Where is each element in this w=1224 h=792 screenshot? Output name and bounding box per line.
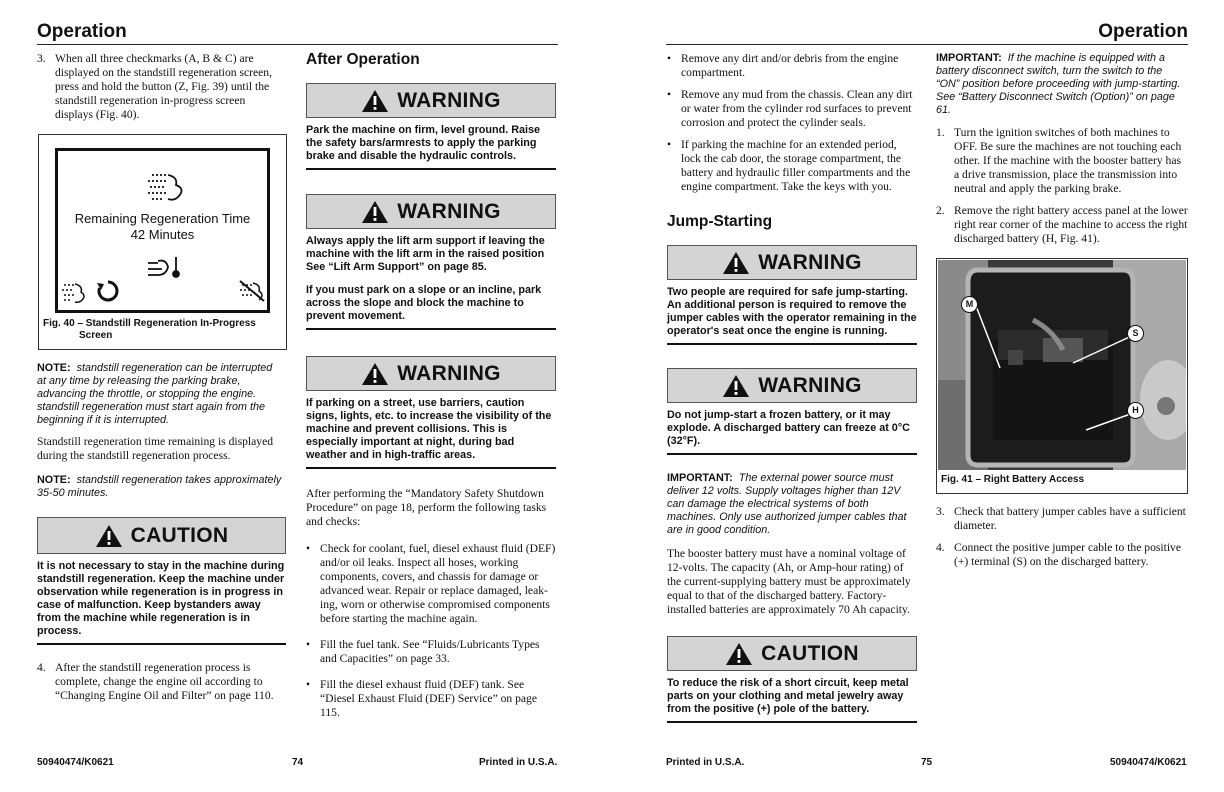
step-text: Turn the ignition switches of both machines to OFF. Be sure the machines are not touching each other. If the machine with the booster battery has a drive transmission, place the transmission into neutral and apply the parking brake. bbox=[954, 126, 1182, 195]
warning-banner bbox=[306, 83, 556, 118]
list-item: • Remove any dirt and/or debris from the engine compartment. bbox=[667, 52, 899, 79]
battery-access-photo bbox=[938, 260, 1186, 470]
list-item: • Check for coolant, fuel, diesel exhaust fluid (DEF) and/or oil leaks. Inspect all hoses, working components, covers, and chassis for damage or advanced wear. Repair or replace damaged, leak-ing, worn or otherwise compromised components before starting the machine again. bbox=[306, 542, 556, 625]
warning-text bbox=[667, 409, 917, 455]
left-header-rule bbox=[37, 44, 558, 45]
step-4 bbox=[936, 541, 1188, 569]
list-item: • If parking the machine for an extended period, lock the cab door, the storage compartment, the battery and hydraulic filler compartments and the engine compartment. Take the keys with you. bbox=[667, 138, 911, 193]
important-text: The external power source must deliver 12 volts. Supply voltages higher than 12V can damage the electrical systems of both machines. Only use authorized jumper cables that are in good condition. bbox=[667, 472, 907, 536]
jump-warning-block-2 bbox=[667, 368, 917, 455]
list-item-text: Check for coolant, fuel, diesel exhaust fluid (DEF) and/or oil leaks. Inspect all hoses, working components, covers, and chassis for damage or advanced wear. Repair or replace damaged, leak-ing, worn or otherwise compromised components before starting the machine again. bbox=[320, 542, 556, 625]
right-page-header: Operation bbox=[1098, 21, 1188, 42]
step-2 bbox=[936, 204, 1188, 246]
screen-line-2: 42 Minutes bbox=[130, 227, 195, 242]
left-column-1-lower bbox=[37, 362, 284, 500]
warning-triangle-icon bbox=[722, 374, 750, 398]
regeneration-icon bbox=[138, 171, 186, 203]
right-column-2-lower bbox=[936, 505, 1188, 577]
battery-photo-illustration bbox=[938, 260, 1186, 470]
exhaust-temperature-icon bbox=[146, 255, 186, 279]
list-item: • Fill the fuel tank. See “Fluids/Lubricants Types and Capacities” on page 33. bbox=[306, 638, 540, 665]
right-header-rule bbox=[666, 44, 1188, 45]
heading-jump-starting: Jump-Starting bbox=[667, 213, 773, 230]
list-item: • Fill the diesel exhaust fluid (DEF) tank. See “Diesel Exhaust Fluid (DEF) Service” on page 115. bbox=[306, 678, 538, 719]
caution-paragraph: It is not necessary to stay in the machine during standstill regeneration. Keep the machine under observation while regeneration is in progress in case of malfunction. Keep bystanders away from the machine while regeneration is in process. bbox=[37, 560, 285, 637]
list-item-text: Fill the diesel exhaust fluid (DEF) tank. See “Diesel Exhaust Fluid (DEF) Service” on page 115. bbox=[320, 678, 538, 719]
note-text: standstill regeneration takes approximately 35-50 minutes. bbox=[37, 474, 282, 499]
step-4 bbox=[37, 661, 284, 703]
step-3 bbox=[37, 52, 281, 122]
warning-triangle-icon bbox=[361, 200, 389, 224]
screen-line-1: Remaining Regeneration Time bbox=[74, 211, 251, 226]
important-battery-disconnect bbox=[936, 52, 1188, 117]
warning-triangle-icon bbox=[725, 642, 753, 666]
right-footer-doc-number: 50940474/K0621 bbox=[1110, 757, 1187, 768]
left-footer-printed: Printed in U.S.A. bbox=[479, 757, 558, 768]
note-label: NOTE: bbox=[37, 362, 71, 374]
caution-banner bbox=[37, 517, 286, 554]
warning-banner bbox=[306, 356, 556, 391]
figure-41-frame bbox=[936, 258, 1188, 494]
warning-banner bbox=[667, 368, 917, 403]
warning-title: WARNING bbox=[758, 373, 862, 397]
warning-text bbox=[667, 286, 917, 345]
list-item-text: Fill the fuel tank. See “Fluids/Lubricants Types and Capacities” on page 33. bbox=[320, 638, 540, 665]
caution-banner bbox=[667, 636, 917, 671]
caution-title: CAUTION bbox=[761, 641, 859, 665]
list-item-text: Remove any mud from the chassis. Clean any dirt or water from the cylinder rod surfaces to prevent corrosion and protect the cylinder seals. bbox=[681, 88, 913, 129]
warning-triangle-icon bbox=[361, 362, 389, 386]
caution-title: CAUTION bbox=[130, 523, 229, 547]
warning-text bbox=[306, 397, 556, 469]
warning-block-1 bbox=[306, 83, 556, 170]
warning-paragraph: Two people are required for safe jump-starting. An additional person is required to remove the jumper cables with the operator remaining in the operator's seat once the engine is running. bbox=[667, 286, 917, 337]
caution-text bbox=[37, 560, 286, 645]
list-item-text: Remove any dirt and/or debris from the engine compartment. bbox=[681, 52, 899, 79]
caution-paragraph: To reduce the risk of a short circuit, keep metal parts on your clothing and metal jewelry away from the positive (+) pole of the battery. bbox=[667, 677, 909, 715]
warning-title: WARNING bbox=[397, 88, 501, 112]
step-text: Remove the right battery access panel at the lower right rear corner of the machine to access the right discharged battery (H, Fig. 41). bbox=[954, 204, 1188, 245]
warning-title: WARNING bbox=[758, 250, 862, 274]
warning-triangle-icon bbox=[722, 251, 750, 275]
note-label: NOTE: bbox=[37, 474, 71, 486]
step-number: 4. bbox=[936, 541, 945, 554]
important-label: IMPORTANT: bbox=[667, 472, 733, 484]
after-operation-body bbox=[306, 487, 556, 728]
right-column-1 bbox=[667, 52, 917, 202]
jump-caution-block bbox=[667, 636, 917, 723]
step-number: 3. bbox=[37, 52, 46, 65]
jump-warning-block-1 bbox=[667, 245, 917, 345]
step-3 bbox=[936, 505, 1188, 533]
important-label: IMPORTANT: bbox=[936, 52, 1002, 64]
heading-after-operation: After Operation bbox=[306, 51, 420, 68]
caution-block-left bbox=[37, 517, 286, 645]
warning-triangle-icon bbox=[361, 89, 389, 113]
step-number: 3. bbox=[936, 505, 945, 518]
right-column-2 bbox=[936, 52, 1188, 254]
regeneration-screen bbox=[55, 148, 270, 313]
left-footer-page-number: 74 bbox=[292, 757, 304, 768]
warning-text bbox=[306, 124, 556, 170]
caption-line-1: Fig. 40 – Standstill Regeneration In-Progress bbox=[43, 318, 256, 329]
regeneration-inhibit-icon bbox=[238, 279, 266, 303]
important-external-power bbox=[667, 472, 917, 537]
warning-triangle-icon bbox=[95, 524, 123, 548]
warning-paragraph-1: Always apply the lift arm support if leaving the machine with the lift arm in the raised position See “Lift Arm Support” on page 85. bbox=[306, 235, 545, 273]
warning-block-2 bbox=[306, 194, 556, 330]
figure-40-caption bbox=[43, 318, 283, 342]
warning-banner bbox=[306, 194, 556, 229]
step-number: 4. bbox=[37, 661, 46, 674]
left-column-1 bbox=[37, 52, 281, 130]
left-footer-doc-number: 50940474/K0621 bbox=[37, 757, 114, 768]
step-number: 1. bbox=[936, 126, 945, 139]
warning-paragraph-2: If you must park on a slope or an incline, park across the slope and block the machine to prevent movement. bbox=[306, 284, 542, 322]
paragraph-time-remaining: Standstill regeneration time remaining is displayed during the standstill regeneration process. bbox=[37, 435, 274, 462]
callout-h: H bbox=[1127, 402, 1144, 419]
warning-paragraph: If parking on a street, use barriers, caution signs, lights, etc. to increase the visibility of the machine and prevent collisions. This is especially important at night, during bad weather and in high-traffic areas. bbox=[306, 397, 552, 461]
note-duration bbox=[37, 474, 284, 500]
warning-title: WARNING bbox=[397, 361, 501, 385]
callout-s: S bbox=[1127, 325, 1144, 342]
right-footer-printed: Printed in U.S.A. bbox=[666, 757, 745, 768]
figure-40-frame bbox=[38, 134, 287, 350]
note-interrupt bbox=[37, 362, 284, 427]
after-operation-intro: After performing the “Mandatory Safety Shutdown Procedure” on page 18, perform the following tasks and checks: bbox=[306, 487, 547, 528]
step-1 bbox=[936, 126, 1188, 196]
caution-text bbox=[667, 677, 917, 723]
caption-line-2: Screen bbox=[79, 330, 113, 341]
right-footer-page-number: 75 bbox=[921, 757, 933, 768]
callout-m: M bbox=[961, 296, 978, 313]
restart-icon bbox=[96, 279, 120, 303]
warning-text bbox=[306, 235, 556, 330]
step-number: 2. bbox=[936, 204, 945, 217]
warning-block-3 bbox=[306, 356, 556, 469]
warning-banner bbox=[667, 245, 917, 280]
left-column-1-step4 bbox=[37, 661, 284, 711]
warning-paragraph: Do not jump-start a frozen battery, or it may explode. A discharged battery can freeze at 0°C (32°F). bbox=[667, 409, 910, 447]
jump-important-and-para bbox=[667, 472, 917, 617]
note-text: standstill regeneration can be interrupted at any time by releasing the parking brake, advancing the throttle, or stopping the engine. standstill regeneration must start again from the beginning if it is interrupted. bbox=[37, 362, 273, 426]
list-item-text: If parking the machine for an extended period, lock the cab door, the storage compartment, the battery and hydraulic filler compartments and the engine compartment. Take the keys with you. bbox=[681, 138, 911, 193]
figure-41-caption: Fig. 41 – Right Battery Access bbox=[941, 474, 1085, 485]
step-text: After the standstill regeneration process is complete, change the engine oil according to “Changing Engine Oil and Filter” on page 110. bbox=[55, 661, 274, 702]
regeneration-small-icon bbox=[60, 281, 88, 303]
booster-battery-paragraph: The booster battery must have a nominal voltage of 12-volts. The capacity (Ah, or Amp-hour rating) of the current-supplying battery must be approximately equal to that of the discharged battery. Factory-installed batteries are approximately 70 Ah capacity. bbox=[667, 547, 911, 616]
list-item: • Remove any mud from the chassis. Clean any dirt or water from the cylinder rod surfaces to prevent corrosion and protect the cylinder seals. bbox=[667, 88, 913, 129]
step-text: When all three checkmarks (A, B & C) are displayed on the standstill regeneration screen, press and hold the button (Z, Fig. 39) until the standstill regeneration in-progress screen displays (Fig. 40). bbox=[55, 52, 272, 121]
important-text: If the machine is equipped with a battery disconnect switch, turn the switch to the “ON” position before proceeding with jump-starting. See “Battery Disconnect Switch (Option)” on page 61. bbox=[936, 52, 1181, 116]
step-text: Connect the positive jumper cable to the positive (+) terminal (S) on the discharged battery. bbox=[954, 541, 1181, 568]
warning-paragraph: Park the machine on firm, level ground. Raise the safety bars/armrests to apply the parking brake and disable the hydraulic controls. bbox=[306, 124, 540, 162]
warning-title: WARNING bbox=[397, 199, 501, 223]
step-text: Check that battery jumper cables have a sufficient diameter. bbox=[954, 505, 1186, 532]
left-page-header: Operation bbox=[37, 21, 127, 42]
